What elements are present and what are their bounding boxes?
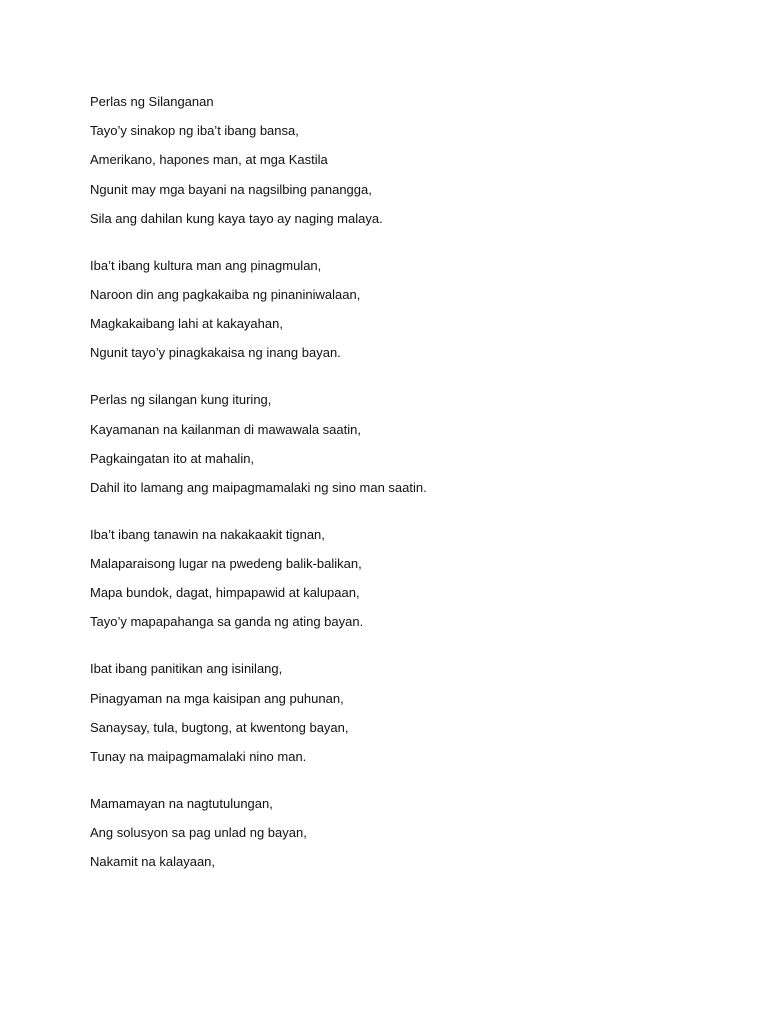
poem-line: Ang solusyon sa pag unlad ng bayan, bbox=[90, 825, 307, 841]
poem-line: Ngunit may mga bayani na nagsilbing panangga, bbox=[90, 181, 372, 197]
poem-line: Sila ang dahilan kung kaya tayo ay naging malaya. bbox=[90, 210, 383, 226]
poem-line: Kayamanan na kailanman di mawawala saatin, bbox=[90, 421, 361, 437]
poem bbox=[90, 93, 710, 871]
stanza-2 bbox=[90, 257, 710, 363]
poem-line: Magkakaibang lahi at kakayahan, bbox=[90, 316, 283, 332]
poem-line: Malaparaisong lugar na pwedeng balik-balikan, bbox=[90, 556, 362, 572]
poem-line: Sanaysay, tula, bugtong, at kwentong bayan, bbox=[90, 719, 349, 735]
poem-line: Pagkaingatan ito at mahalin, bbox=[90, 450, 255, 466]
stanza-6 bbox=[90, 795, 710, 871]
poem-line: Amerikano, hapones man, at mga Kastila bbox=[90, 152, 328, 168]
poem-line: Ngunit tayo’y pinagkakaisa ng inang bayan. bbox=[90, 345, 341, 361]
poem-line: Dahil ito lamang ang maipagmamalaki ng sino man saatin. bbox=[90, 479, 427, 495]
poem-line: Nakamit na kalayaan, bbox=[90, 854, 216, 870]
poem-title: Perlas ng Silanganan bbox=[90, 94, 214, 109]
poem-line: Pinagyaman na mga kaisipan ang puhunan, bbox=[90, 690, 344, 706]
poem-line: Tayo’y mapapahanga sa ganda ng ating bayan. bbox=[90, 614, 364, 630]
stanza-5 bbox=[90, 660, 710, 766]
poem-line: Tunay na maipagmamalaki nino man. bbox=[90, 749, 307, 764]
stanza-4 bbox=[90, 526, 710, 632]
stanza-3 bbox=[90, 391, 710, 497]
poem-line: Perlas ng silangan kung ituring, bbox=[90, 392, 272, 408]
poem-line: Tayo’y sinakop ng iba’t ibang bansa, bbox=[90, 123, 299, 139]
poem-line: Naroon din ang pagkakaiba ng pinaniniwalaan, bbox=[90, 286, 361, 302]
poem-line: Mapa bundok, dagat, himpapawid at kalupaan, bbox=[90, 585, 360, 601]
stanza-1 bbox=[90, 122, 710, 228]
poem-line: Ibat ibang panitikan ang isinilang, bbox=[90, 661, 283, 677]
poem-line: Iba’t ibang kultura man ang pinagmulan, bbox=[90, 257, 322, 273]
poem-line: Iba’t ibang tanawin na nakakaakit tignan, bbox=[90, 526, 325, 542]
poem-line: Mamamayan na nagtutulungan, bbox=[90, 796, 273, 811]
